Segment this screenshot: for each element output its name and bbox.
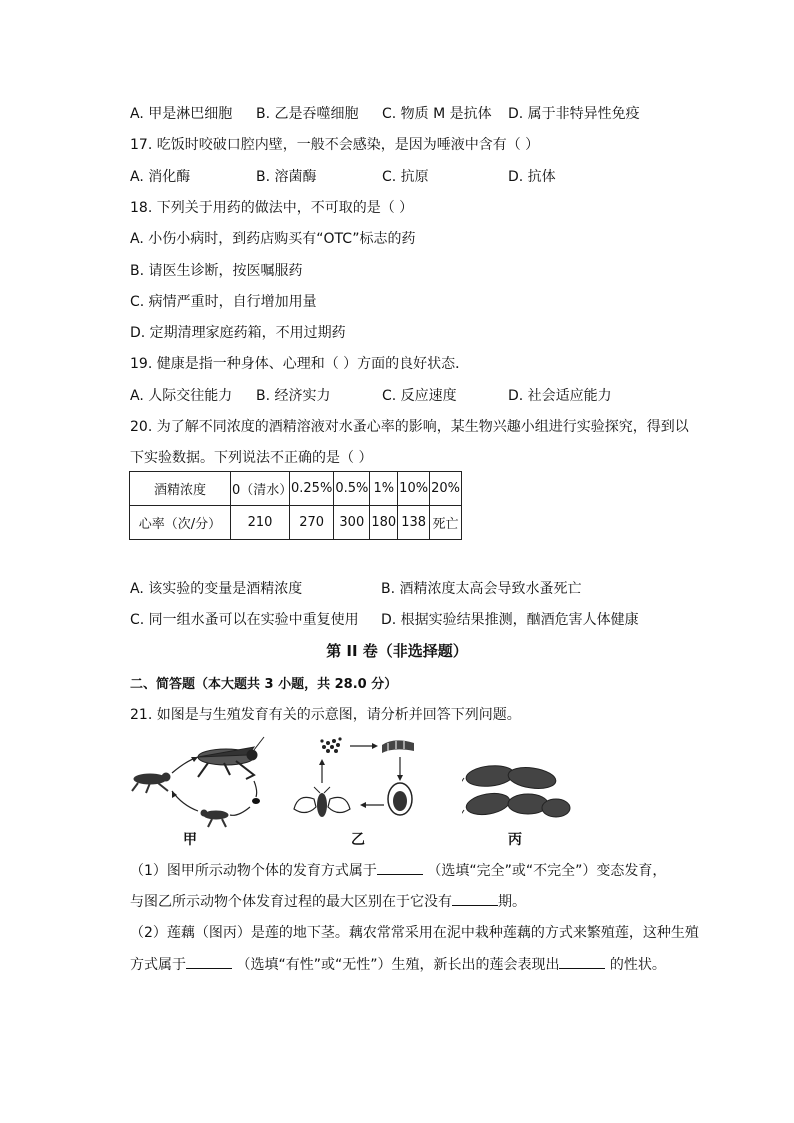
adult-grasshopper-icon xyxy=(198,737,264,779)
q20-option-a: A. 该实验的变量是酒精浓度 xyxy=(130,581,303,597)
q20-data-table xyxy=(129,471,462,540)
q17-stem: 17. 吃饭时咬破口腔内壁，一般不会感染，是因为唾液中含有（ ） xyxy=(130,137,540,153)
section-heading: 二、简答题（本大题共 3 小题，共 28.0 分） xyxy=(130,677,398,692)
q17-option-d: D. 抗体 xyxy=(508,169,556,185)
q17-option-c: C. 抗原 xyxy=(382,169,429,185)
moth-icon xyxy=(294,787,350,817)
q18-option-d: D. 定期清理家庭药箱，不用过期药 xyxy=(130,325,346,341)
q16-option-b: B. 乙是吞噬细胞 xyxy=(256,106,359,122)
q19-option-d: D. 社会适应能力 xyxy=(508,388,612,404)
arrow-icon xyxy=(230,807,250,815)
answer-blank-2[interactable] xyxy=(452,891,498,906)
q21-part1-line1 xyxy=(130,860,666,880)
table-cell: 死亡 xyxy=(430,506,462,540)
figure-bing-lotus-root xyxy=(462,760,574,826)
pupa-icon xyxy=(388,783,412,815)
q20-stem-line2: 下实验数据。下列说法不正确的是（ ） xyxy=(130,450,373,466)
table-cell: 210 xyxy=(231,506,290,540)
figure-label-yi: 乙 xyxy=(351,832,365,848)
q21-stem: 21. 如图是与生殖发育有关的示意图，请分析并回答下列问题。 xyxy=(130,707,521,723)
q21-part2-line1: （2）莲藕（图丙）是莲的地下茎。藕农常常采用在泥中栽种莲藕的方式来繁殖莲，这种生殖 xyxy=(130,925,699,941)
table-cell: 0（清水） xyxy=(231,472,290,506)
q16-option-d: D. 属于非特异性免疫 xyxy=(508,106,640,122)
q19-option-b: B. 经济实力 xyxy=(256,388,331,404)
q20-option-d: D. 根据实验结果推测，酗酒危害人体健康 xyxy=(381,612,639,628)
table-cell: 270 xyxy=(290,506,334,540)
answer-blank-3[interactable] xyxy=(186,954,232,969)
eggs-icon xyxy=(320,737,341,753)
answer-blank-1[interactable] xyxy=(377,860,423,875)
arrow-head-icon xyxy=(360,802,366,808)
q21-part2-line2 xyxy=(130,954,666,974)
egg-icon xyxy=(252,798,260,804)
arrow-head-icon xyxy=(372,743,378,749)
figure-label-bing: 丙 xyxy=(508,832,522,848)
table-cell: 酒精浓度 xyxy=(130,472,231,506)
q16-option-c: C. 物质 M 是抗体 xyxy=(382,106,492,122)
lotus-root-icon xyxy=(462,764,570,818)
table-cell: 20% xyxy=(430,472,462,506)
figure-yi-silkworm-cycle xyxy=(288,733,426,825)
q17-options xyxy=(130,166,556,186)
arrow-head-icon xyxy=(319,759,325,765)
q20-option-b: B. 酒精浓度太高会导致水蚤死亡 xyxy=(381,581,582,597)
q20-option-c: C. 同一组水蚤可以在实验中重复使用 xyxy=(130,612,359,628)
table-cell: 0.5% xyxy=(334,472,370,506)
table-cell: 138 xyxy=(398,506,430,540)
table-row xyxy=(130,506,462,540)
table-cell: 心率（次/分） xyxy=(130,506,231,540)
q19-stem: 19. 健康是指一种身体、心理和（ ）方面的良好状态． xyxy=(130,356,470,372)
table-row xyxy=(130,472,462,506)
q18-stem: 18. 下列关于用药的做法中，不可取的是（ ） xyxy=(130,200,414,216)
answer-blank-4[interactable] xyxy=(559,954,605,969)
q18-option-a: A. 小伤小病时，到药店购买有“OTC”标志的药 xyxy=(130,231,416,247)
arrow-head-icon xyxy=(397,775,403,781)
q16-options xyxy=(130,103,640,123)
table-cell: 10% xyxy=(398,472,430,506)
table-cell: 300 xyxy=(334,506,370,540)
q19-options xyxy=(130,385,612,405)
q19-option-a: A. 人际交往能力 xyxy=(130,388,233,404)
q21-part1-text-b: （选填“完全”或“不完全”）变态发育， xyxy=(427,863,667,879)
section-title: 第 II 卷（非选择题） xyxy=(326,642,468,660)
arrow-icon xyxy=(172,791,198,811)
q21-part1-text-d: 期。 xyxy=(498,894,526,910)
q21-part1-text-c: 与图乙所示动物个体发育过程的最大区别在于它没有 xyxy=(130,894,452,910)
q20-stem-line1: 20. 为了解不同浓度的酒精溶液对水蚤心率的影响，某生物兴趣小组进行实验探究，得到以 xyxy=(130,419,689,435)
table-cell: 180 xyxy=(370,506,398,540)
arrow-icon xyxy=(254,781,257,797)
q21-part2-text-b: 方式属于 xyxy=(130,957,186,973)
table-cell: 1% xyxy=(370,472,398,506)
larva-icon xyxy=(382,740,414,753)
small-nymph-icon xyxy=(201,810,228,827)
table-cell: 0.25% xyxy=(290,472,334,506)
q21-part1-text-a: （1）图甲所示动物个体的发育方式属于 xyxy=(130,863,377,879)
figure-label-jia: 甲 xyxy=(183,832,197,848)
q21-part1-line2 xyxy=(130,891,526,911)
figure-jia-grasshopper-cycle xyxy=(128,735,273,830)
q17-option-b: B. 溶菌酶 xyxy=(256,169,317,185)
q21-part2-text-d: 的性状。 xyxy=(609,957,666,973)
q16-option-a: A. 甲是淋巴细胞 xyxy=(130,106,233,122)
nymph-grasshopper-icon xyxy=(132,773,170,793)
q17-option-a: A. 消化酶 xyxy=(130,169,191,185)
q19-option-c: C. 反应速度 xyxy=(382,388,457,404)
q18-option-b: B. 请医生诊断，按医嘱服药 xyxy=(130,263,303,279)
q18-option-c: C. 病情严重时，自行增加用量 xyxy=(130,294,317,310)
q21-part2-text-c: （选填“有性”或“无性”）生殖，新长出的莲会表现出 xyxy=(236,957,560,973)
